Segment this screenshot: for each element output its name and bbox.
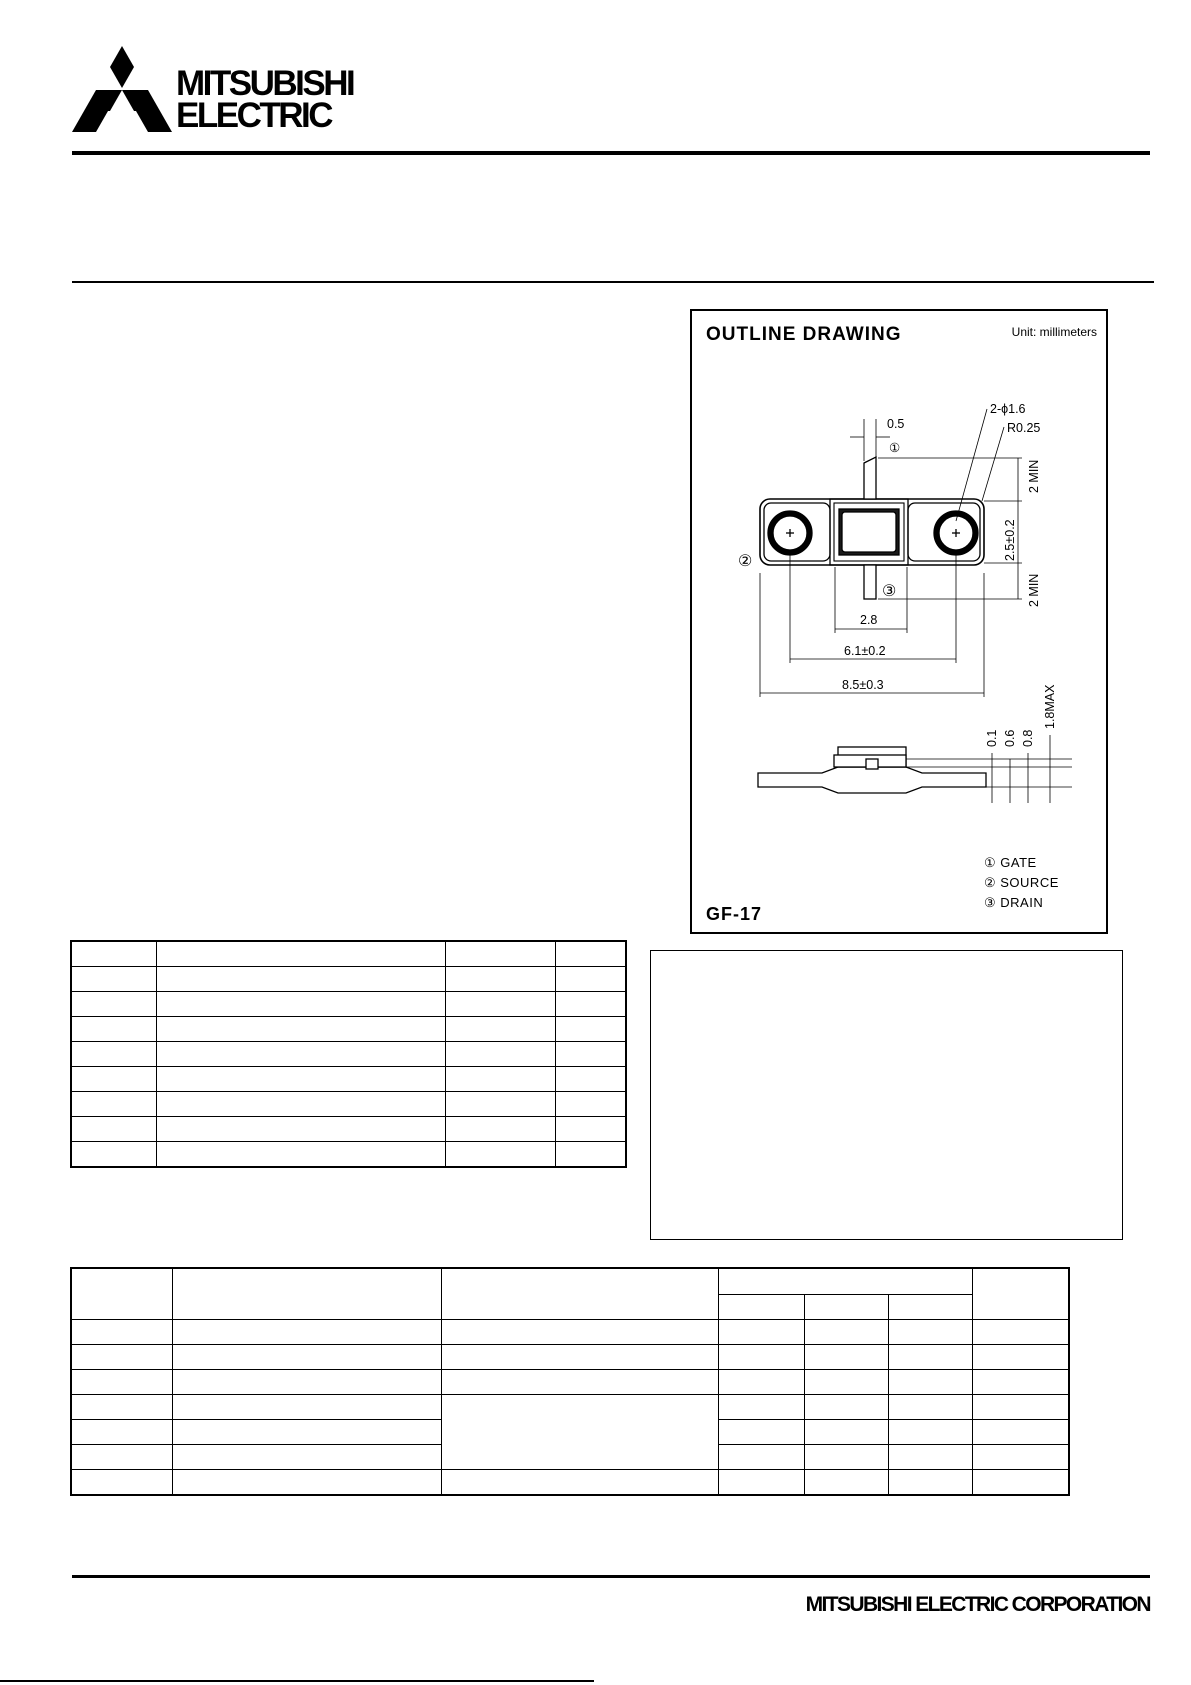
legend-source: ② SOURCE [984, 875, 1059, 890]
table-row [71, 1142, 626, 1168]
mitsubishi-logo-icon [72, 46, 172, 132]
pin-2-label: ② [738, 553, 753, 570]
hole-dimension: 2-ϕ1.6 [990, 402, 1026, 416]
thickness-1: 0.1 [985, 729, 999, 747]
table-row [71, 1370, 1069, 1395]
table-row [71, 1017, 626, 1042]
corporation-name: MITSUBISHI ELECTRIC CORPORATION [805, 1593, 1150, 1616]
table-row [71, 967, 626, 992]
thickness-max: 1.8MAX [1043, 684, 1057, 729]
table-row [71, 1067, 626, 1092]
brand-name-line2: ELECTRIC [176, 96, 331, 135]
table-row [71, 941, 626, 967]
table-row [71, 992, 626, 1017]
info-box [650, 950, 1123, 1240]
body-width-dimension: 2.8 [860, 613, 878, 627]
table-row [71, 1395, 1069, 1420]
ratings-table [70, 940, 627, 1168]
outline-title: OUTLINE DRAWING [706, 324, 902, 345]
hole-pitch-dimension: 6.1±0.2 [844, 644, 886, 658]
table-row [71, 1042, 626, 1067]
thickness-2: 0.6 [1003, 729, 1017, 747]
legend-gate: ① GATE [984, 855, 1037, 870]
title-rule [72, 281, 1154, 283]
table-row [71, 1092, 626, 1117]
pin-1-label: ① [889, 441, 901, 455]
table-row [71, 1470, 1069, 1496]
unit-label: Unit: millimeters [1011, 325, 1097, 339]
outline-drawing-panel [690, 309, 1108, 934]
legend-drain: ③ DRAIN [984, 895, 1044, 910]
table-row [71, 1117, 626, 1142]
table-row [71, 1320, 1069, 1345]
header-rule [72, 151, 1150, 155]
package-code: GF-17 [706, 904, 763, 924]
overall-length-dimension: 8.5±0.3 [842, 678, 884, 692]
gate-width-dimension: 0.5 [887, 417, 905, 431]
table-header-row [71, 1268, 1069, 1294]
table-row [71, 1345, 1069, 1370]
pin-3-label: ③ [882, 583, 897, 600]
thickness-3: 0.8 [1021, 729, 1035, 747]
min-bottom-dimension: 2 MIN [1027, 573, 1041, 607]
min-top-dimension: 2 MIN [1027, 459, 1041, 493]
body-height-dimension: 2.5±0.2 [1003, 519, 1017, 561]
brand-name-line1: MITSUBISHI [176, 64, 354, 103]
page-edge-line [0, 1680, 594, 1682]
radius-dimension: R0.25 [1007, 421, 1041, 435]
electrical-characteristics-table [70, 1267, 1070, 1496]
